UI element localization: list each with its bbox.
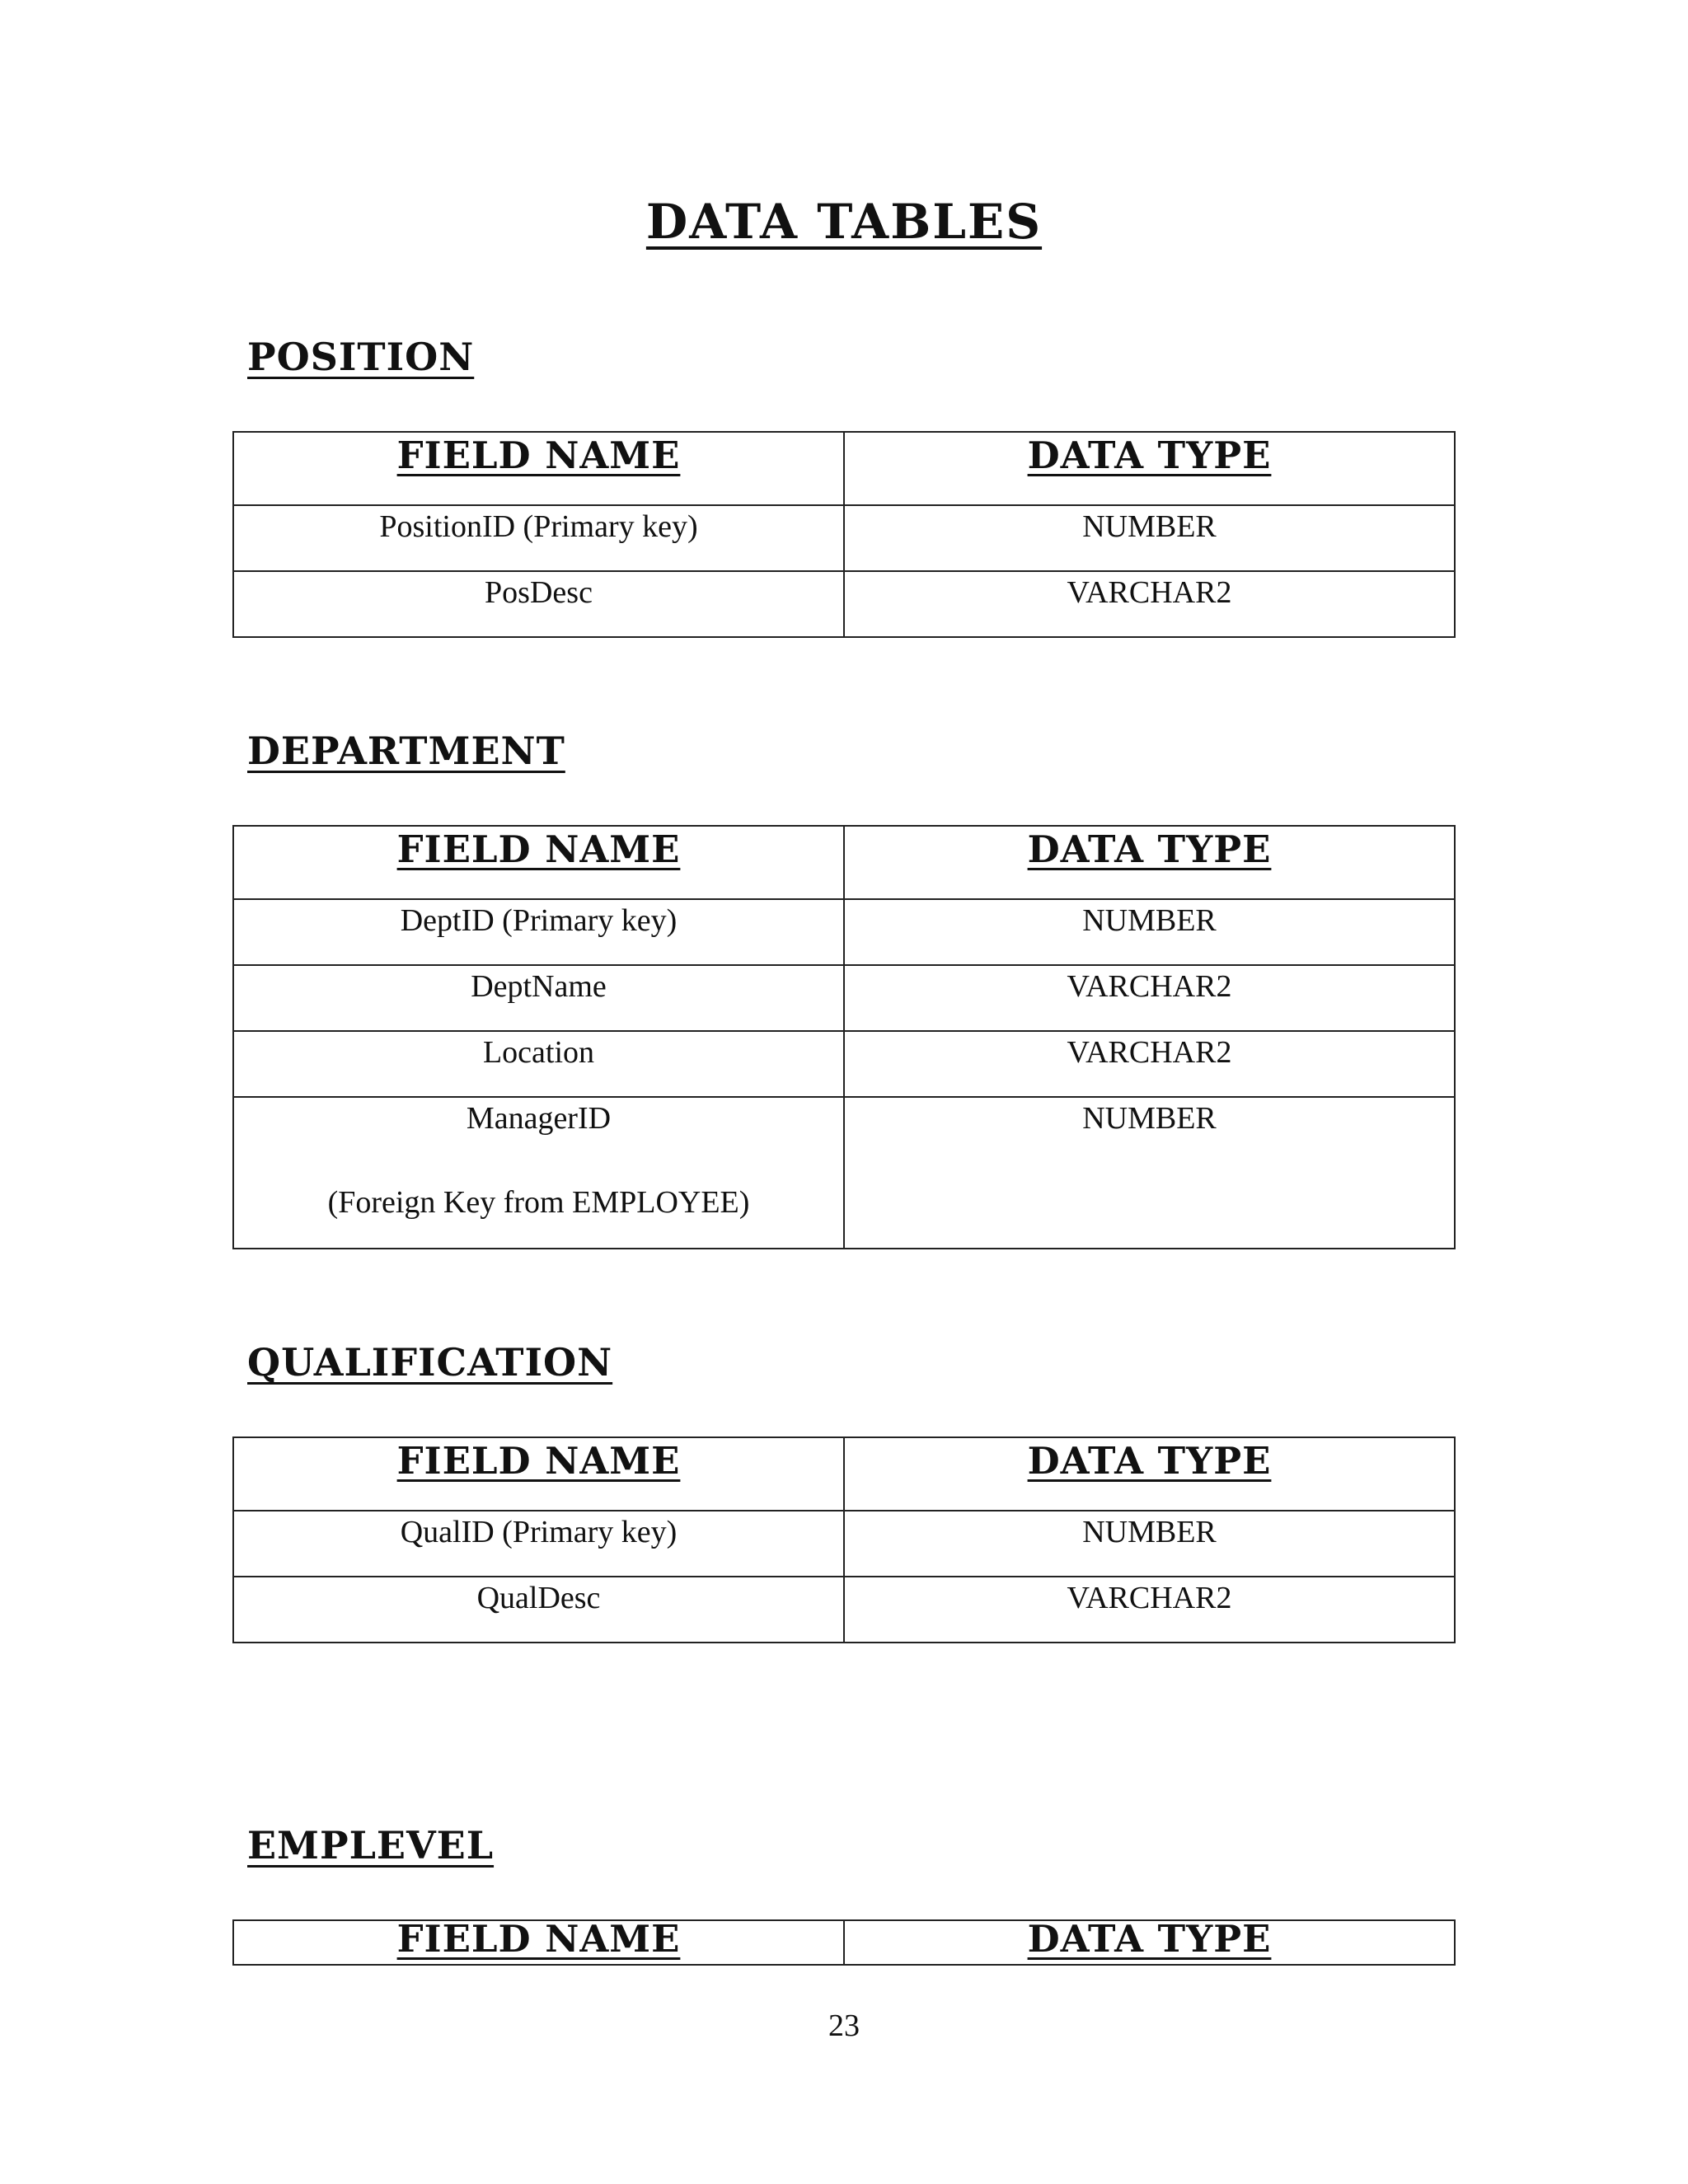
department-table	[232, 825, 1456, 1249]
table-row	[233, 965, 1455, 1031]
field-name-cell: DeptName	[233, 965, 844, 1031]
table-row	[233, 1097, 1455, 1249]
data-type-cell: NUMBER	[844, 1097, 1455, 1249]
field-name-cell	[233, 1097, 844, 1249]
field-name-cell: Location	[233, 1031, 844, 1097]
field-name-header: FIELD NAME	[233, 1437, 844, 1511]
page-title: DATA TABLES	[645, 194, 1043, 250]
field-name-cell: DeptID (Primary key)	[233, 899, 844, 965]
data-type-cell: VARCHAR2	[844, 1577, 1455, 1643]
table-header-row	[233, 1437, 1455, 1511]
section-heading-position: POSITION	[247, 335, 475, 379]
qualification-table	[232, 1436, 1456, 1643]
section-heading-emplevel: EMPLEVEL	[247, 1823, 495, 1868]
page-number: 23	[828, 2008, 860, 2043]
data-type-cell: VARCHAR2	[844, 965, 1455, 1031]
field-name-cell: PosDesc	[233, 571, 844, 637]
table-header-row	[233, 1920, 1455, 1965]
field-name-cell: QualID (Primary key)	[233, 1511, 844, 1577]
table-row	[233, 899, 1455, 965]
section-heading-department: DEPARTMENT	[247, 729, 565, 773]
data-type-cell: NUMBER	[844, 899, 1455, 965]
table-header-row	[233, 826, 1455, 899]
table-row	[233, 571, 1455, 637]
field-name-cell: QualDesc	[233, 1577, 844, 1643]
field-name-header: FIELD NAME	[233, 432, 844, 505]
field-name-text: ManagerID	[466, 1101, 612, 1136]
table-row	[233, 1577, 1455, 1643]
data-type-header: DATA TYPE	[844, 432, 1455, 505]
field-name-cell: PositionID (Primary key)	[233, 505, 844, 571]
table-row	[233, 1511, 1455, 1577]
foreign-key-note: (Foreign Key from EMPLOYEE)	[327, 1185, 750, 1220]
data-type-cell: VARCHAR2	[844, 1031, 1455, 1097]
data-type-header: DATA TYPE	[844, 1920, 1455, 1965]
emplevel-table	[232, 1919, 1456, 1966]
table-header-row	[233, 432, 1455, 505]
data-type-header: DATA TYPE	[844, 826, 1455, 899]
field-name-header: FIELD NAME	[233, 826, 844, 899]
field-name-header: FIELD NAME	[233, 1920, 844, 1965]
data-type-cell: NUMBER	[844, 1511, 1455, 1577]
position-table	[232, 431, 1456, 638]
data-type-cell: VARCHAR2	[844, 571, 1455, 637]
section-heading-qualification: QUALIFICATION	[247, 1340, 613, 1385]
table-row	[233, 1031, 1455, 1097]
table-row	[233, 505, 1455, 571]
data-type-cell: NUMBER	[844, 505, 1455, 571]
data-type-header: DATA TYPE	[844, 1437, 1455, 1511]
